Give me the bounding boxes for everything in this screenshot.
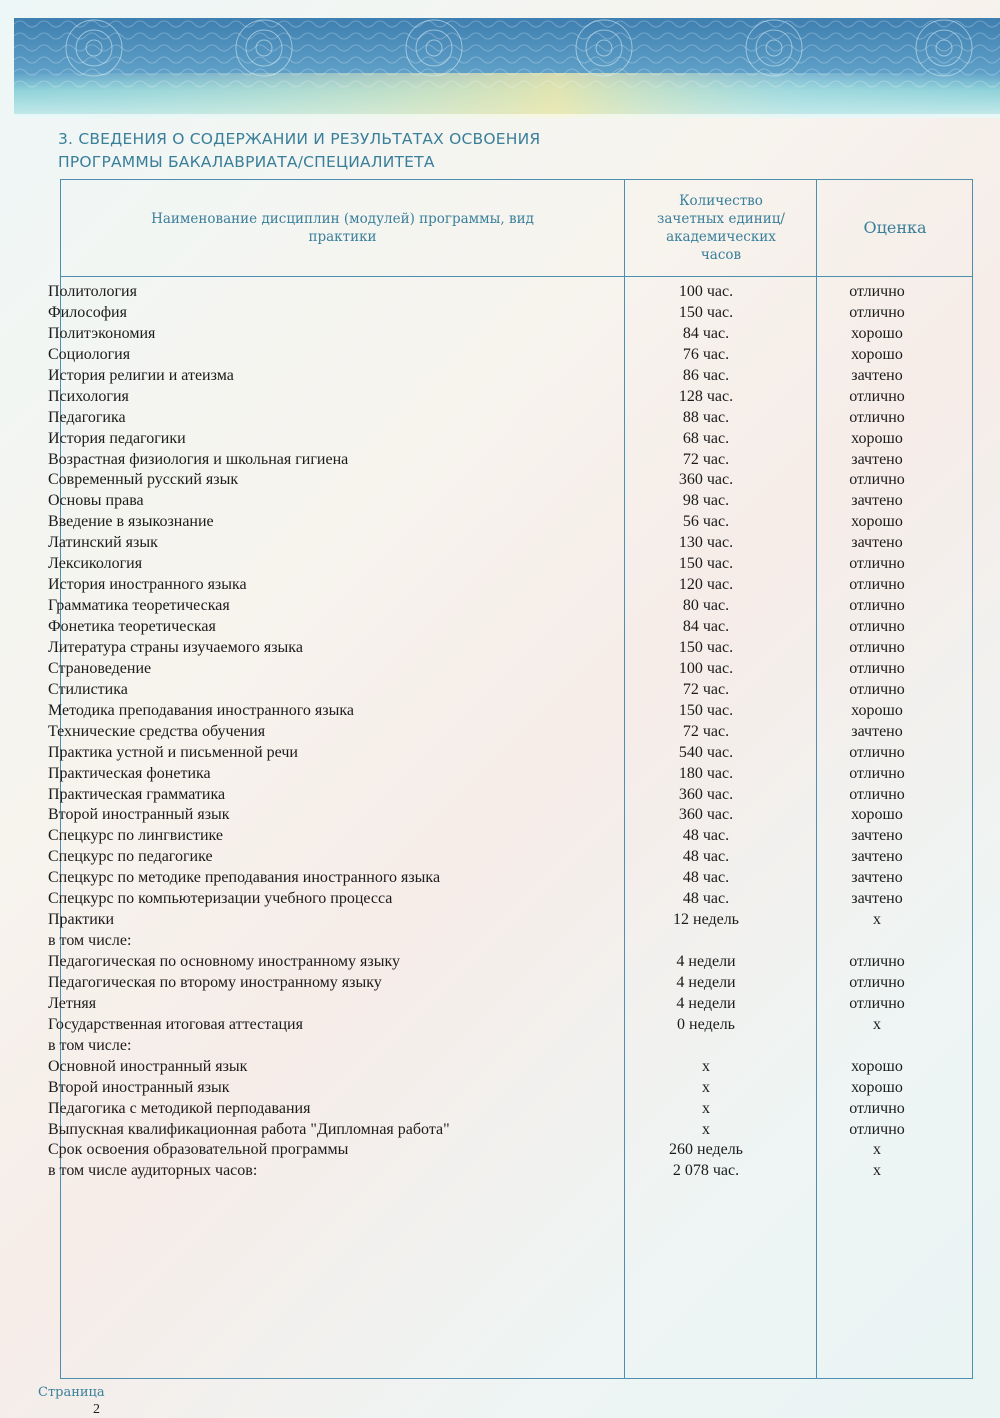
discipline-grade: зачтено	[851, 492, 903, 510]
discipline-grade: зачтено	[851, 890, 903, 908]
table-body	[48, 282, 978, 1182]
discipline-name: Современный русский язык	[48, 471, 239, 489]
discipline-grade: отлично	[849, 659, 905, 677]
discipline-name: Летняя	[48, 994, 97, 1012]
discipline-name: Политэкономия	[48, 324, 156, 342]
decorative-guilloche-banner	[14, 18, 1000, 118]
discipline-name: Страноведение	[48, 659, 152, 677]
discipline-name: Грамматика теоретическая	[48, 597, 230, 615]
discipline-hours: 72 час.	[682, 680, 730, 698]
discipline-hours: 180 час.	[678, 764, 734, 782]
discipline-hours: 84 час.	[682, 324, 730, 342]
discipline-grade: отлично	[849, 1120, 905, 1138]
discipline-hours: x	[702, 1099, 710, 1117]
table-row	[48, 868, 978, 889]
table-row	[48, 659, 978, 680]
table-row	[48, 1057, 978, 1078]
table-row	[48, 994, 978, 1015]
discipline-hours: 72 час.	[682, 722, 730, 740]
discipline-hours: 360 час.	[678, 785, 734, 803]
discipline-grade: хорошо	[851, 429, 903, 447]
discipline-grade: отлично	[849, 994, 905, 1012]
table-row	[48, 805, 978, 826]
discipline-hours: 80 час.	[682, 597, 730, 615]
discipline-grade: x	[873, 911, 881, 929]
discipline-name: Фонетика теоретическая	[48, 618, 216, 635]
page-label: Страница	[38, 1385, 105, 1400]
discipline-hours: x	[702, 1078, 710, 1096]
discipline-name: Стилистика	[48, 680, 128, 698]
discipline-hours: 48 час.	[682, 869, 730, 887]
table-row	[48, 931, 978, 952]
discipline-grade: отлично	[849, 471, 905, 489]
discipline-hours: 72 час.	[682, 450, 730, 468]
discipline-name: Практики	[48, 911, 115, 929]
discipline-hours: 48 час.	[682, 848, 730, 866]
table-row	[48, 638, 978, 659]
table-row	[48, 345, 978, 366]
discipline-hours: 360 час.	[678, 471, 734, 489]
discipline-name: Практика устной и письменной речи	[48, 743, 298, 761]
discipline-name: Срок освоения образовательной программы	[48, 1141, 349, 1159]
discipline-name: История религии и атеизма	[48, 366, 234, 384]
discipline-grade: зачтено	[851, 869, 903, 887]
discipline-grade: хорошо	[851, 1057, 903, 1075]
discipline-name: Педагогика с методикой перподавания	[48, 1099, 311, 1117]
discipline-name: Практическая грамматика	[48, 785, 226, 803]
discipline-hours: x	[702, 1057, 710, 1075]
table-row	[48, 785, 978, 806]
discipline-hours: 84 час.	[682, 618, 730, 635]
discipline-grade: отлично	[849, 764, 905, 782]
discipline-hours: 120 час.	[678, 576, 734, 594]
table-row	[48, 1099, 978, 1120]
table-row	[48, 491, 978, 512]
discipline-name: Философия	[48, 303, 127, 321]
header-hours: Количество зачетных единиц/ академических часов	[657, 192, 785, 263]
discipline-hours: 540 час.	[678, 743, 734, 761]
table-row	[48, 303, 978, 324]
discipline-name: Психология	[48, 387, 129, 405]
section-title-line-1: 3. СВЕДЕНИЯ О СОДЕРЖАНИИ И РЕЗУЛЬТАТАХ ОСВОЕНИЯ	[58, 130, 541, 148]
discipline-hours: 150 час.	[678, 701, 734, 719]
discipline-hours: 4 недели	[676, 973, 736, 991]
discipline-name: Введение в языкознание	[48, 513, 214, 531]
discipline-grade: x	[873, 1141, 881, 1159]
discipline-grade: хорошо	[851, 513, 903, 531]
discipline-name: Социология	[48, 345, 131, 363]
header-grade: Оценка	[863, 217, 927, 237]
discipline-name: Практическая фонетика	[48, 764, 211, 782]
discipline-hours: 128 час.	[678, 387, 734, 405]
discipline-grade: отлично	[849, 387, 905, 405]
discipline-grade: x	[873, 1015, 881, 1033]
table-row	[48, 408, 978, 429]
discipline-name: Литература страны изучаемого языка	[48, 638, 303, 656]
discipline-grade: зачтено	[851, 827, 903, 845]
discipline-grade: отлично	[849, 680, 905, 698]
discipline-name: Спецкурс по педагогике	[48, 848, 213, 866]
discipline-hours: 68 час.	[682, 429, 730, 447]
discipline-grade: отлично	[849, 597, 905, 615]
table-row	[48, 1140, 978, 1161]
discipline-grade: отлично	[849, 638, 905, 656]
table-row	[48, 1078, 978, 1099]
table-row	[48, 764, 978, 785]
discipline-hours: 2 078 час.	[672, 1162, 740, 1180]
discipline-hours: 76 час.	[682, 345, 730, 363]
discipline-grade: зачтено	[851, 848, 903, 866]
table-row	[48, 450, 978, 471]
table-row	[48, 387, 978, 408]
discipline-name: Государственная итоговая аттестация	[48, 1015, 303, 1033]
discipline-name: Лексикология	[48, 555, 143, 573]
section-title	[58, 128, 758, 174]
discipline-name: Педагогическая по второму иностранному языку	[48, 973, 382, 991]
table-row	[48, 722, 978, 743]
discipline-name: Политология	[48, 283, 137, 300]
discipline-hours: 150 час.	[678, 638, 734, 656]
discipline-grade: хорошо	[851, 345, 903, 363]
discipline-hours: 0 недель	[677, 1015, 735, 1033]
table-row	[48, 533, 978, 554]
table-row	[48, 952, 978, 973]
discipline-hours: 48 час.	[682, 827, 730, 845]
discipline-grade: зачтено	[851, 366, 903, 384]
discipline-grade: отлично	[849, 973, 905, 991]
discipline-name: в том числе аудиторных часов:	[48, 1162, 258, 1180]
discipline-grade: x	[873, 1162, 881, 1180]
discipline-hours: 12 недель	[673, 911, 739, 929]
table-row	[48, 429, 978, 450]
table-row	[48, 554, 978, 575]
discipline-grade: хорошо	[851, 324, 903, 342]
discipline-hours: 130 час.	[678, 534, 734, 552]
section-title-line-2: ПРОГРАММЫ БАКАЛАВРИАТА/СПЕЦИАЛИТЕТА	[58, 153, 435, 171]
discipline-name: Спецкурс по методике преподавания иностранного языка	[48, 869, 441, 887]
discipline-name: Спецкурс по компьютеризации учебного процесса	[48, 890, 393, 908]
table-row	[48, 324, 978, 345]
discipline-hours: 4 недели	[676, 953, 736, 970]
discipline-hours: 86 час.	[682, 366, 730, 384]
discipline-hours: 150 час.	[678, 303, 734, 321]
discipline-grade: отлично	[849, 785, 905, 803]
table-header-row	[61, 180, 972, 277]
table-row	[48, 596, 978, 617]
table-row	[48, 617, 978, 638]
discipline-name: Технические средства обучения	[48, 722, 266, 740]
discipline-grade: отлично	[849, 618, 905, 635]
discipline-grade: отлично	[849, 303, 905, 321]
discipline-grade: зачтено	[851, 722, 903, 740]
page-number: 2	[93, 1402, 100, 1417]
discipline-name: в том числе:	[48, 932, 132, 950]
discipline-grade: зачтено	[851, 534, 903, 552]
discipline-name: Методика преподавания иностранного языка	[48, 701, 354, 719]
discipline-hours: 98 час.	[682, 492, 730, 510]
table-row	[48, 575, 978, 596]
discipline-name: Основной иностранный язык	[48, 1057, 248, 1075]
discipline-name: Спецкурс по лингвистике	[48, 827, 224, 845]
table-row	[48, 743, 978, 764]
table-row	[48, 1161, 978, 1182]
discipline-name: Латинский язык	[48, 534, 158, 552]
header-discipline-name: Наименование дисциплин (модулей) программы, вид практики	[151, 210, 534, 245]
discipline-hours: 100 час.	[678, 283, 734, 300]
discipline-name: Выпускная квалификационная работа "Дипломная работа"	[48, 1120, 450, 1138]
table-row	[48, 910, 978, 931]
table-row	[48, 282, 978, 303]
discipline-name: Педагогика	[48, 408, 126, 426]
discipline-grade: хорошо	[851, 1078, 903, 1096]
discipline-grade: отлично	[849, 743, 905, 761]
table-row	[48, 512, 978, 533]
table-row	[48, 701, 978, 722]
discipline-hours: 4 недели	[676, 994, 736, 1012]
discipline-grade: отлично	[849, 576, 905, 594]
discipline-name: История педагогики	[48, 429, 186, 447]
discipline-name: в том числе:	[48, 1036, 132, 1054]
table-row	[48, 680, 978, 701]
discipline-hours: 260 недель	[669, 1141, 743, 1159]
discipline-grade: отлично	[849, 555, 905, 573]
discipline-name: История иностранного языка	[48, 576, 247, 594]
table-row	[48, 1036, 978, 1057]
table-row	[48, 1015, 978, 1036]
table-row	[48, 366, 978, 387]
discipline-grade: отлично	[849, 283, 905, 300]
table-row	[48, 1120, 978, 1141]
discipline-hours: x	[702, 1120, 710, 1138]
discipline-hours: 48 час.	[682, 890, 730, 908]
discipline-name: Основы права	[48, 492, 144, 510]
discipline-grade: хорошо	[851, 701, 903, 719]
discipline-name: Второй иностранный язык	[48, 806, 230, 824]
discipline-name: Педагогическая по основному иностранному языку	[48, 953, 401, 970]
discipline-hours: 88 час.	[682, 408, 730, 426]
discipline-name: Возрастная физиология и школьная гигиена	[48, 450, 349, 468]
discipline-grade: зачтено	[851, 450, 903, 468]
discipline-hours: 100 час.	[678, 659, 734, 677]
table-row	[48, 826, 978, 847]
discipline-grade: отлично	[849, 953, 905, 970]
discipline-hours: 360 час.	[678, 806, 734, 824]
discipline-grade: хорошо	[851, 806, 903, 824]
table-row	[48, 973, 978, 994]
table-row	[48, 847, 978, 868]
discipline-hours: 56 час.	[682, 513, 730, 531]
discipline-name: Второй иностранный язык	[48, 1078, 230, 1096]
discipline-hours: 150 час.	[678, 555, 734, 573]
table-row	[48, 470, 978, 491]
table-row	[48, 889, 978, 910]
discipline-grade: отлично	[849, 408, 905, 426]
discipline-grade: отлично	[849, 1099, 905, 1117]
